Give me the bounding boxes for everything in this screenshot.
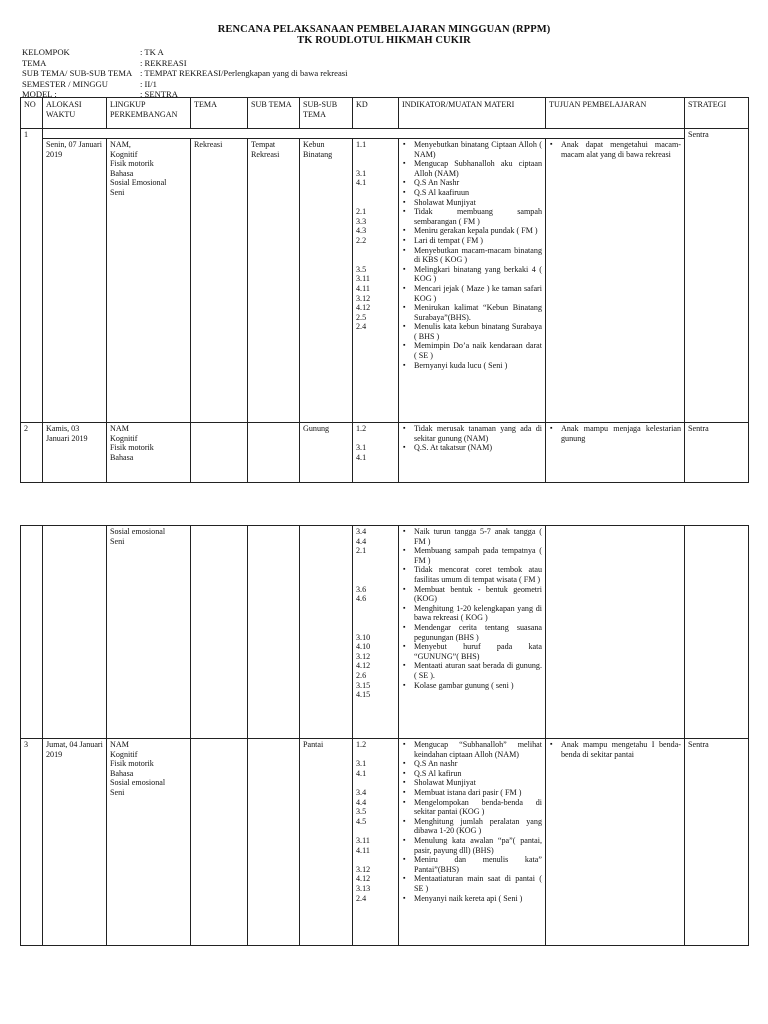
list-item: ▪ Menulis kata kebun binatang Surabaya ( BHS ) (414, 322, 542, 341)
lingkup-item: Fisik motorik (110, 759, 154, 769)
kd-code: 3.5 (356, 807, 367, 817)
list-item: ▪ Mencari jejak ( Maze ) ke taman safari KOG ) (414, 284, 542, 303)
list-item: ▪ Tidak merusak tanaman yang ada di sekitar gunung (NAM) (414, 424, 542, 443)
kd-code: 3.13 (356, 883, 371, 893)
row-tujuan (546, 139, 685, 423)
col-tema: TEMA (191, 98, 248, 129)
list-item: ▪ Sholawat Munjiyat (414, 778, 542, 788)
list-item: ▪ Naik turun tangga 5-7 anak tangga ( FM ) (414, 527, 542, 546)
list-item: ▪ Mengelompokan benda-benda di sekitar pantai (KOG ) (414, 798, 542, 817)
row-tujuan (546, 739, 685, 946)
kd-code: 4.4 (356, 536, 367, 546)
kd-code: 3.1 (356, 443, 367, 453)
kd-code: 4.5 (356, 816, 367, 826)
row-lingkup (107, 739, 191, 946)
kd-code (356, 565, 395, 575)
row-indikator (399, 423, 546, 483)
row-subsubtema: Gunung (300, 423, 353, 483)
lingkup-item: NAM (110, 424, 129, 433)
kd-code (356, 434, 395, 444)
list-item: ▪ Anak dapat mengetahui macam-macam alat yang di bawa rekreasi (561, 140, 681, 159)
list-item: ▪ Sholawat Munjiyat (414, 198, 542, 208)
kd-code: 4.12 (356, 874, 371, 884)
kd-code (356, 198, 395, 208)
kd-code (356, 855, 395, 865)
kd-code: 3.11 (356, 274, 370, 284)
lingkup-item: Fisik motorik (110, 443, 154, 453)
kd-code: 3.11 (356, 835, 370, 845)
row-strategi: Sentra (685, 739, 749, 946)
kd-code (356, 778, 395, 788)
lingkup-item: Bahasa (110, 768, 134, 778)
meta-tema: TEMA : REKREASI (22, 57, 187, 68)
row-no: 2 (21, 423, 43, 483)
col-tujuan: TUJUAN PEMBELAJARAN (546, 98, 685, 129)
row-kd (353, 526, 399, 739)
row-indikator (399, 739, 546, 946)
kd-code: 4.6 (356, 594, 367, 604)
lingkup-item: Bahasa (110, 452, 134, 462)
list-item: ▪ Membuat istana dari pasir ( FM ) (414, 788, 542, 798)
list-item: ▪ Menghitung jumlah peralatan yang dibawa 1-20 (KOG ) (414, 817, 542, 836)
row-strategi: Sentra (685, 129, 749, 423)
row-lingkup (107, 526, 191, 739)
table-row (21, 129, 749, 139)
list-item: ▪ Menulung kata awalan “pa”( pantai, pasir, payung dll) (BHS) (414, 836, 542, 855)
row-tema: Rekreasi (191, 139, 248, 423)
col-kd: KD (353, 98, 399, 129)
kd-code: 2.4 (356, 893, 367, 903)
list-item: ▪ Meniru gerakan kepala pundak ( FM ) (414, 226, 542, 236)
kd-code: 2.4 (356, 322, 367, 332)
kd-code (356, 556, 395, 566)
kd-code: 3.4 (356, 787, 367, 797)
row-indikator (399, 139, 546, 423)
kd-code: 4.12 (356, 303, 371, 313)
kd-code: 3.10 (356, 632, 371, 642)
row-subsubtema: Kebun Binatang (300, 139, 353, 423)
kd-code: 3.12 (356, 864, 371, 874)
list-item: ▪ Mentaatiaturan main saat di pantai ( SE ) (414, 874, 542, 893)
kd-code: 4.12 (356, 661, 371, 671)
kd-code: 2.1 (356, 207, 367, 217)
kd-code (356, 188, 395, 198)
list-item: ▪ Menyebutkan binatang Ciptaan Alloh ( NAM) (414, 140, 542, 159)
row-subtema: Tempat Rekreasi (248, 139, 300, 423)
row-waktu: Kamis, 03 Januari 2019 (43, 423, 107, 483)
list-item: ▪ Mendengar cerita tentang suasana pegunungan (BHS ) (414, 623, 542, 642)
kd-code: 2.1 (356, 546, 367, 556)
lingkup-item: NAM (110, 740, 129, 749)
row-strategi: Sentra (685, 423, 749, 483)
list-item: ▪ Menirukan kalimat “Kebun Binatang Surabaya”(BHS). (414, 303, 542, 322)
lingkup-item: Kognitif (110, 433, 138, 443)
kd-code: 2.6 (356, 670, 367, 680)
row-tujuan (546, 423, 685, 483)
list-item: ▪ Menyebut huruf pada kata “GUNUNG”( BHS) (414, 642, 542, 661)
row-kd (353, 423, 399, 483)
kd-code: 1.2 (356, 740, 367, 749)
list-item: ▪ Mengucap “Subhanalloh” melihat keindahan ciptaan Alloh (NAM) (414, 740, 542, 759)
list-item: ▪ Bernyanyi kuda lucu ( Seni ) (414, 361, 542, 371)
list-item: ▪ Q.S. At takatsur (NAM) (414, 443, 542, 453)
col-no: NO (21, 98, 43, 129)
list-item: ▪ Q.S Al kaafiruun (414, 188, 542, 198)
meta-subtema: SUB TEMA/ SUB-SUB TEMA : TEMPAT REKREASI/Perlengkapan yang di bawa rekreasi (22, 68, 348, 79)
kd-code: 4.1 (356, 768, 367, 778)
list-item: ▪ Mentaati aturan saat berada di gunung. ( SE ). (414, 661, 542, 680)
kd-code: 1.1 (356, 140, 367, 149)
list-item: ▪ Menyebutkan macam-macam binatang di KBS ( KOG ) (414, 246, 542, 265)
kd-code: 3.4 (356, 527, 367, 536)
kd-code (356, 575, 395, 585)
school-name: TK ROUDLOTUL HIKMAH CUKIR (297, 35, 471, 46)
list-item: ▪ Anak mampu mengetahu I benda-benda di sekitar pantai (561, 740, 681, 759)
list-item: ▪ Tidak mencorat coret tembok atau fasilitas umum di tempat wisata ( FM ) (414, 565, 542, 584)
kd-code (356, 604, 395, 614)
row-waktu: Senin, 07 Januari 2019 (43, 139, 107, 423)
lingkup-item: Seni (110, 536, 125, 546)
meta-block (22, 47, 348, 100)
kd-code: 4.1 (356, 452, 367, 462)
list-item: ▪ Mengucap Subhanalloh aku ciptaan Alloh (NAM) (414, 159, 542, 178)
kd-code: 3.1 (356, 168, 367, 178)
kd-code: 4.11 (356, 283, 370, 293)
lingkup-item: Seni (110, 187, 125, 197)
kd-code (356, 246, 395, 256)
lingkup-item: NAM, (110, 140, 131, 149)
table-row (21, 526, 749, 739)
lingkup-item: Sosial emosional (110, 778, 166, 788)
kd-code (356, 826, 395, 836)
row-subsubtema: Pantai (300, 739, 353, 946)
kd-code: 3.12 (356, 651, 371, 661)
kd-code: 3.12 (356, 293, 371, 303)
kd-code: 2.5 (356, 312, 367, 322)
row-no: 3 (21, 739, 43, 946)
kd-code: 2.2 (356, 235, 367, 245)
list-item: ▪ Membuang sampah pada tempatnya ( FM ) (414, 546, 542, 565)
meta-model: MODEL ; : SENTRA (22, 89, 178, 100)
kd-code: 4.1 (356, 178, 367, 188)
col-alokasi: ALOKASI WAKTU (43, 98, 107, 129)
kd-code: 3.3 (356, 216, 367, 226)
list-item: ▪ Melingkari binatang yang berkaki 4 ( KOG ) (414, 265, 542, 284)
list-item: ▪ Anak mampu menjaga kelestarian gunung (561, 424, 681, 443)
row-waktu: Jumat, 04 Januari 2019 (43, 739, 107, 946)
list-item: ▪ Menyanyi naik kereta api ( Seni ) (414, 894, 542, 904)
col-subsubtema: SUB-SUB TEMA (300, 98, 353, 129)
kd-code: 4.3 (356, 226, 367, 236)
kd-code: 3.6 (356, 584, 367, 594)
meta-kelompok: KELOMPOK : TK A (22, 47, 164, 57)
kd-code: 3.1 (356, 759, 367, 769)
col-strategi: STRATEGI (685, 98, 749, 129)
table-row (21, 423, 749, 483)
kd-code (356, 750, 395, 760)
kd-code: 4.10 (356, 642, 371, 652)
lingkup-item: Kognitif (110, 149, 138, 159)
row-lingkup (107, 139, 191, 423)
lingkup-item: Fisik motorik (110, 159, 154, 169)
row-no: 1 (21, 129, 43, 423)
kd-code: 4.11 (356, 845, 370, 855)
list-item: ▪ Menghitung 1-20 kelengkapan yang di bawa rekreasi ( KOG ) (414, 604, 542, 623)
list-item: ▪ Q.S An Nashr (414, 178, 542, 188)
table-row (21, 739, 749, 946)
list-item: ▪ Q.S An nashr (414, 759, 542, 769)
kd-code: 4.15 (356, 690, 371, 700)
header-row (21, 98, 749, 129)
lingkup-item: Seni (110, 787, 125, 797)
kd-code: 3.5 (356, 264, 367, 274)
row-lingkup (107, 423, 191, 483)
col-lingkup: LINGKUP PERKEMBANGAN (107, 98, 191, 129)
kd-code: 3.15 (356, 680, 371, 690)
kd-code: 4.4 (356, 797, 367, 807)
list-item: ▪ Lari di tempat ( FM ) (414, 236, 542, 246)
col-subtema: SUB TEMA (248, 98, 300, 129)
rppm-table-page1 (20, 97, 749, 483)
list-item: ▪ Tidak membuang sampah sembarangan ( FM ) (414, 207, 542, 226)
meta-semester: SEMESTER / MINGGU : II/1 (22, 78, 157, 89)
list-item: ▪ Meniru dan menulis kata” Pantai”(BHS) (414, 855, 542, 874)
row-kd (353, 139, 399, 423)
col-indikator: INDIKATOR/MUATAN MATERI (399, 98, 546, 129)
rppm-table-page2 (20, 525, 749, 946)
kd-code (356, 255, 395, 265)
row-indikator (399, 526, 546, 739)
lingkup-item: Sosial Emosional (110, 178, 167, 188)
list-item: ▪ Memimpin Do’a naik kendaraan darat ( SE ) (414, 341, 542, 360)
kd-code (356, 613, 395, 623)
row-kd (353, 739, 399, 946)
list-item: ▪ Kolase gambar gunung ( seni ) (414, 681, 542, 691)
list-item: ▪ Membuat bentuk - bentuk geometri (KOG) (414, 585, 542, 604)
doc-title: RENCANA PELAKSANAAN PEMBELAJARAN MINGGUAN (RPPM) (217, 24, 551, 35)
lingkup-item: Sosial emosional (110, 527, 166, 536)
kd-code: 1.2 (356, 424, 367, 433)
kd-code (356, 150, 395, 160)
kd-code (356, 159, 395, 169)
lingkup-item: Kognitif (110, 749, 138, 759)
list-item: ▪ Q.S Al kafirun (414, 769, 542, 779)
kd-code (356, 623, 395, 633)
table-row (21, 139, 749, 423)
lingkup-item: Bahasa (110, 168, 134, 178)
